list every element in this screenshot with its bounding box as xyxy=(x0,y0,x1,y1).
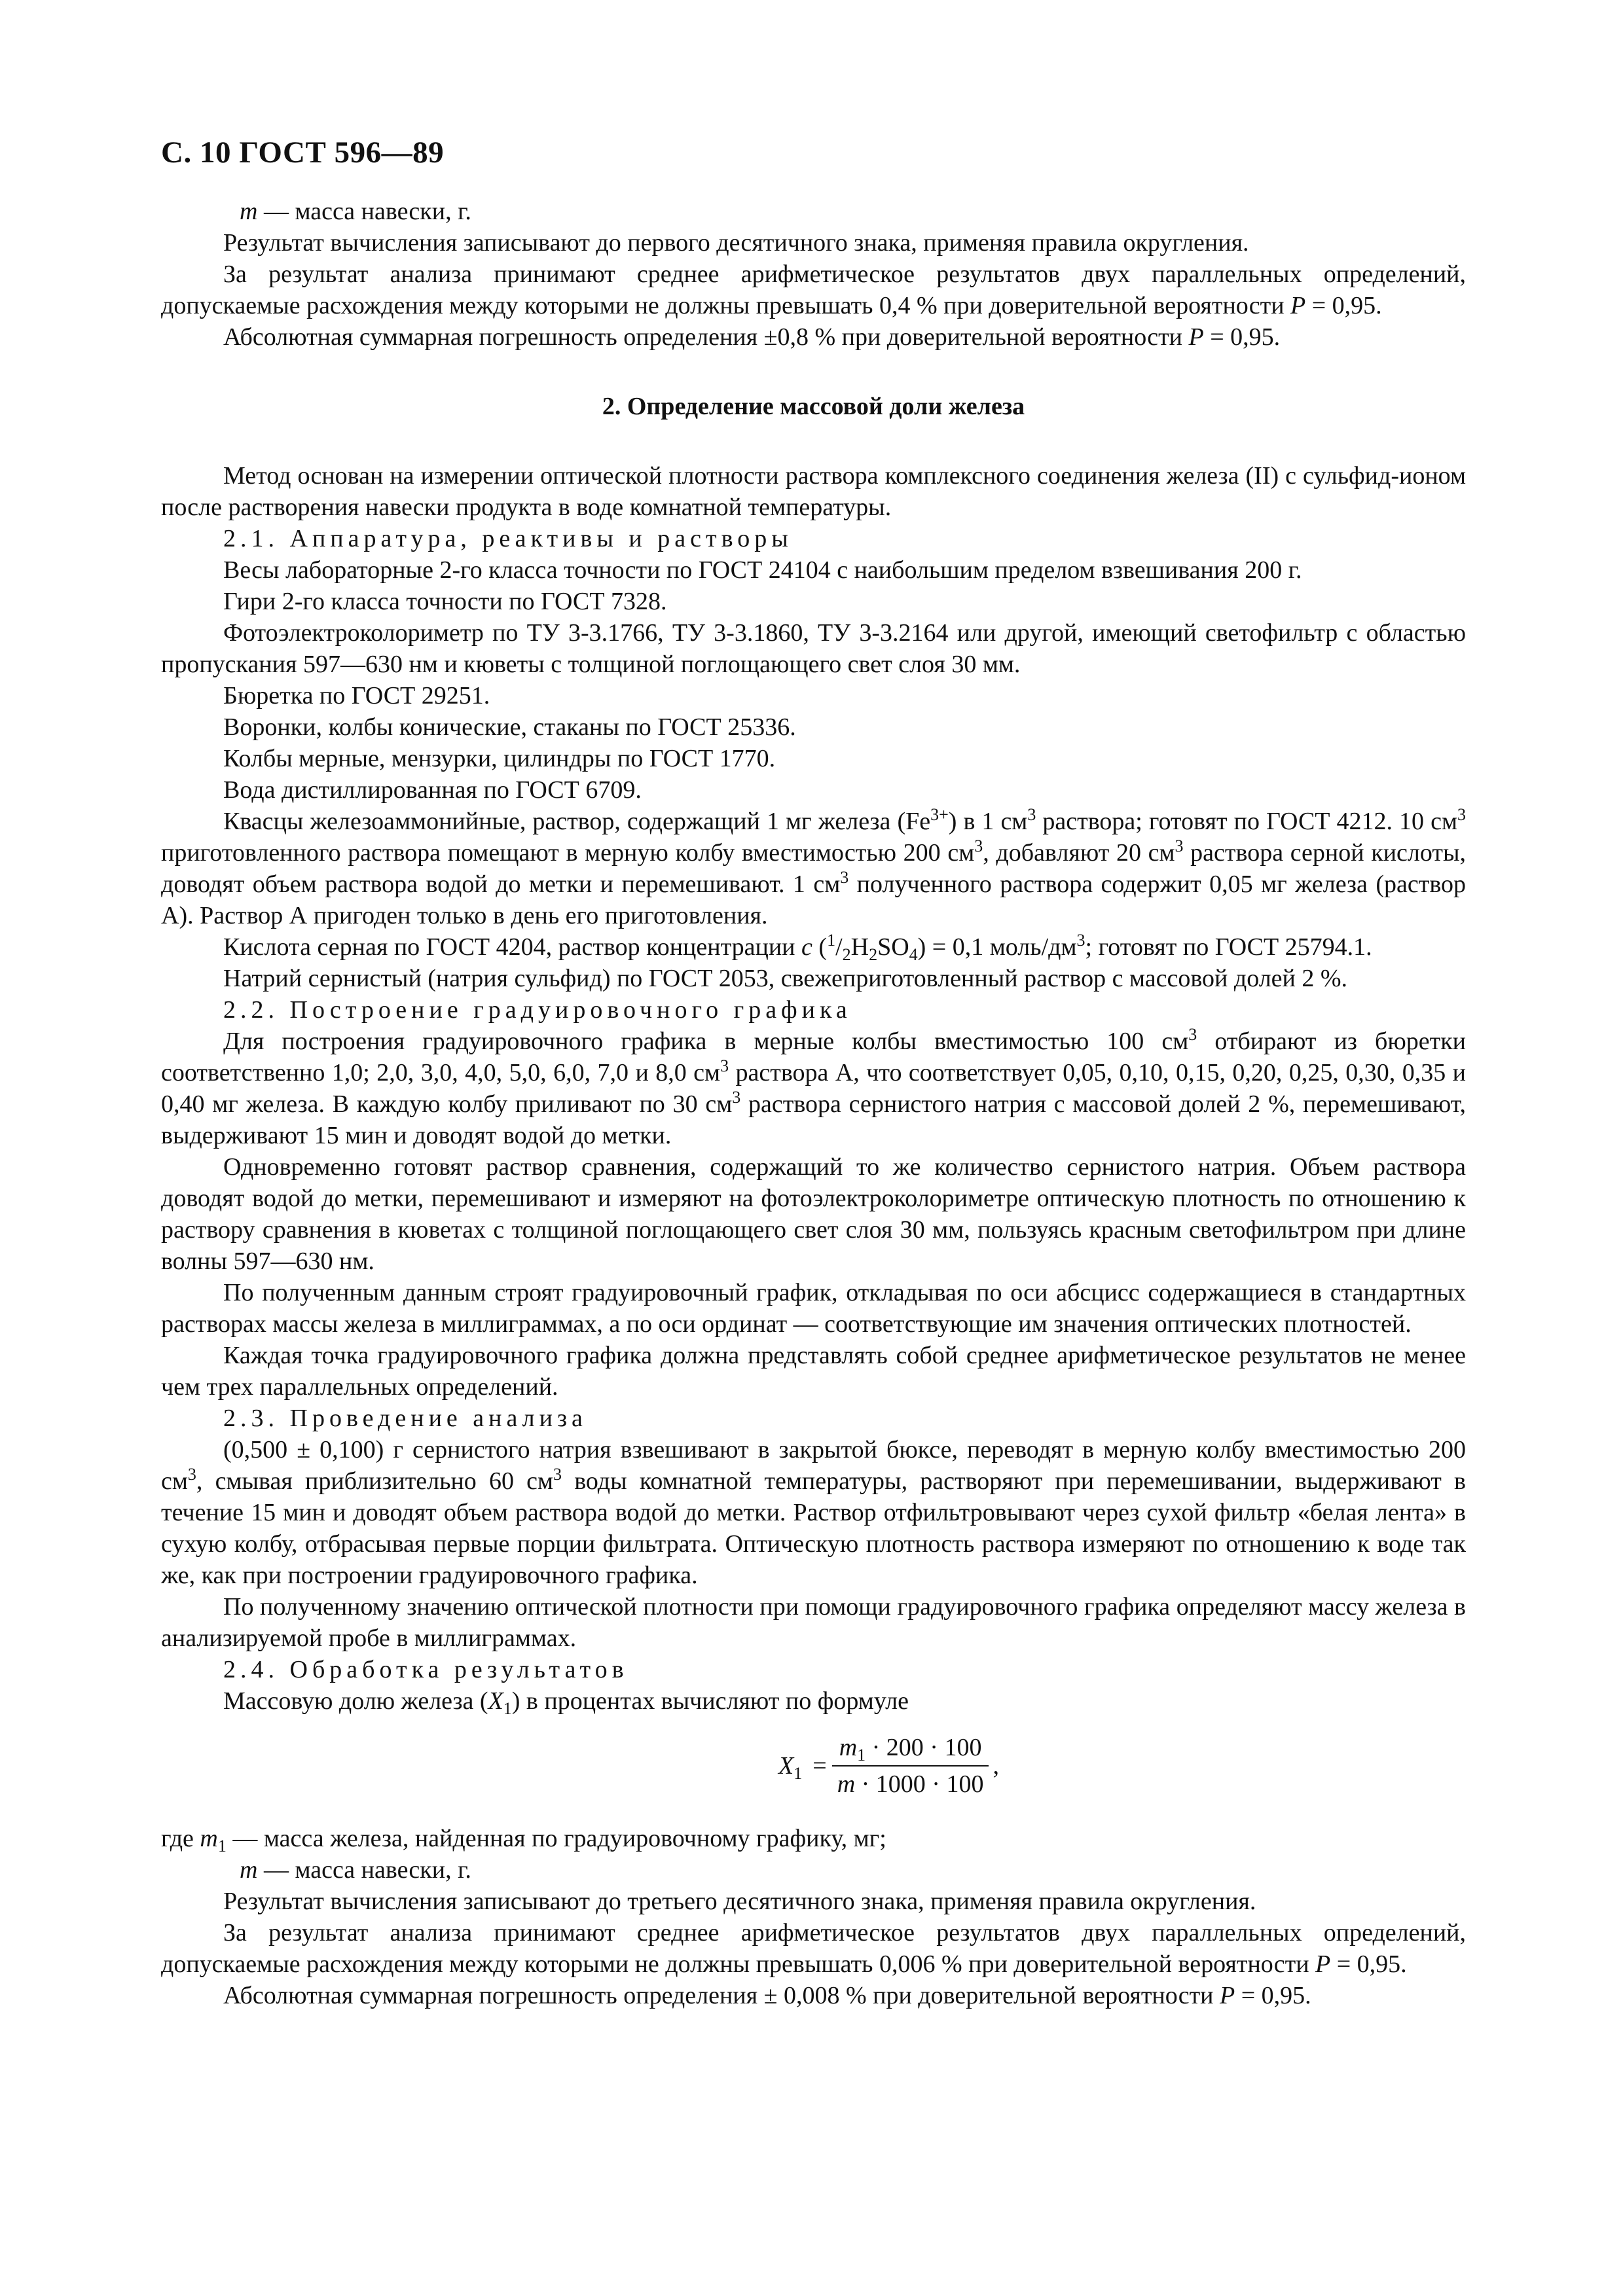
page-header: С. 10 ГОСТ 596—89 xyxy=(161,135,445,170)
method-paragraph: Метод основан на измерении оптической плотности раствора комплексного соединения железа (II) с сульфид-ионом после растворения навески продукта в воде комнатной температуры. xyxy=(161,462,1466,521)
section-title: 2. Определение массовой доли железа xyxy=(602,393,1025,420)
final-result-rule: За результат анализа принимают среднее арифметическое результатов двух параллельных определений, допускаемые расхождения между которыми не должны превышать 0,006 % при доверительной вероятности P = 0,95. xyxy=(161,1919,1466,1978)
calibration-paragraph-4: Каждая точка градуировочного графика должна представлять собой среднее арифметическое результатов не менее чем трех параллельных определений. xyxy=(161,1342,1466,1401)
formula-numerator: $m_1 \cdot 200 \cdot 100$ xyxy=(839,1734,982,1765)
subsection-heading-2-4: 2.4. Обработка результатов xyxy=(223,1656,629,1683)
result-rule: За результат анализа принимают среднее арифметическое результатов двух параллельных определений, допускаемые расхождения между которыми не должны превышать 0,4 % при доверительной вероятности P = 0,95. xyxy=(161,260,1466,319)
reagent-water: Вода дистиллированная по ГОСТ 6709. xyxy=(223,776,642,804)
reagent-alum: Квасцы железоаммонийные, раствор, содержащий 1 мг железа $(Fe^{3+})$ в 1 $см^3$ раствора; готовят по ГОСТ 4212. 10 $см^3$ приготовленного раствора помещают в мерную колбу вместимостью 200 $см^3$, добавляют 20 $см^3$ раствора серной кислоты, доводят объем раствора водой до метки и перемешивают. 1 $см^3$ полученного раствора содержит 0,05 мг железа (раствор А). Раствор А пригоден только в день его приготовления. xyxy=(161,805,1467,929)
reagent-sulfuric-acid: Кислота серная по ГОСТ 4204, раствор концентрации c $(^1/_2H_2SO_4) = 0,1$ моль/$дм^3$; готовят по ГОСТ 25794.1. xyxy=(223,931,1372,964)
where-m-definition: m — масса навески, г. xyxy=(240,1856,471,1884)
subsection-heading-2-1: 2.1. Аппаратура, реактивы и растворы xyxy=(223,525,793,552)
reagent-sodium-sulfide: Натрий сернистый (натрия сульфид) по ГОСТ 2053, свежеприготовленный раствор с массовой долей 2 %. xyxy=(223,965,1348,992)
iron-fraction-formula: $X_1$ = $\frac{m_1 \cdot 200 \cdot 100}{m \cdot 1000 \cdot 100}$ , xyxy=(778,1734,999,1798)
final-rounding-rule: Результат вычисления записывают до третьего десятичного знака, применяя правила округления. xyxy=(223,1888,1256,1915)
error-rule: Абсолютная суммарная погрешность определения ±0,8 % при доверительной вероятности P = 0,95. xyxy=(223,323,1281,351)
subsection-heading-2-2: 2.2. Построение градуировочного графика xyxy=(223,996,852,1024)
analysis-paragraph-2: По полученному значению оптической плотности при помощи градуировочного графика определяют массу железа в анализируемой пробе в миллиграммах. xyxy=(161,1593,1466,1652)
final-error-rule: Абсолютная суммарная погрешность определения ± 0,008 % при доверительной вероятности P = 0,95. xyxy=(223,1982,1311,2009)
formula-denominator: m · 1000 · 100 xyxy=(837,1770,984,1798)
where-m1-definition: где $m_1$ — масса железа, найденная по градуировочному графику, мг; xyxy=(161,1825,886,1856)
formula-equals: = xyxy=(812,1752,827,1780)
analysis-paragraph-1: (0,500 ± 0,100) г сернистого натрия взвешивают в закрытой бюксе, переводят в мерную колбу вместимостью 200 $см^3$, смывая приблизительно 60 $см^3$ воды комнатной температуры, растворяют при перемешивании, выдерживают в течение 15 мин и доводят объем раствора водой до метки. Раствор отфильтровывают через сухой фильтр «белая лента» в сухую колбу, отбрасывая первые порции фильтрата. Оптическую плотность раствора измеряют по отношению к воде так же, как при построении градуировочного графика. xyxy=(161,1436,1466,1589)
document-body xyxy=(161,196,1466,2011)
equipment-burette: Бюретка по ГОСТ 29251. xyxy=(223,682,490,709)
equipment-flasks: Колбы мерные, мензурки, цилиндры по ГОСТ 1770. xyxy=(223,745,776,772)
formula-block xyxy=(161,1732,1466,1799)
mass-definition: m — масса навески, г. xyxy=(240,198,471,225)
equipment-photocolorimeter: Фотоэлектроколориметр по ТУ 3-3.1766, ТУ 3-3.1860, ТУ 3-3.2164 или другой, имеющий светофильтр с областью пропускания 597—630 нм и кюветы с толщиной поглощающего свет слоя 30 мм. xyxy=(161,619,1466,678)
rounding-rule: Результат вычисления записывают до первого десятичного знака, применяя правила округления. xyxy=(223,229,1249,257)
calibration-paragraph-2: Одновременно готовят раствор сравнения, содержащий то же количество сернистого натрия. Объем раствора доводят водой до метки, перемешивают и измеряют на фотоэлектроколориметре оптическую плотность по отношению к раствору сравнения в кюветах с толщиной поглощающего свет слоя 30 мм, пользуясь красным светофильтром при длине волны 597—630 нм. xyxy=(161,1153,1466,1275)
calibration-paragraph-3: По полученным данным строят градуировочный график, откладывая по оси абсцисс содержащиеся в стандартных растворах массы железа в миллиграммах, а по оси ординат — соответствующие им значения оптических плотностей. xyxy=(161,1279,1466,1338)
calibration-paragraph-1: Для построения градуировочного графика в мерные колбы вместимостью 100 $см^3$ отбирают из бюретки соответственно 1,0; 2,0, 3,0, 4,0, 5,0, 6,0, 7,0 и 8,0 $см^3$ раствора А, что соответствует 0,05, 0,10, 0,15, 0,20, 0,25, 0,30, 0,35 и 0,40 мг железа. В каждую колбу приливают по 30 $см^3$ раствора сернистого натрия с массовой долей 2 %, перемешивают, выдерживают 15 мин и доводят водой до метки. xyxy=(161,1025,1467,1149)
equipment-weights: Гири 2-го класса точности по ГОСТ 7328. xyxy=(223,588,667,615)
equipment-funnels: Воронки, колбы конические, стаканы по ГОСТ 25336. xyxy=(223,713,796,741)
formula-lhs: $X_1$ xyxy=(778,1752,803,1783)
equipment-scales: Весы лабораторные 2-го класса точности по ГОСТ 24104 с наибольшим пределом взвешивания 200 г. xyxy=(223,556,1302,584)
formula-intro: Массовую долю железа $(X_1)$ в процентах вычисляют по формуле xyxy=(223,1687,909,1718)
subsection-heading-2-3: 2.3. Проведение анализа xyxy=(223,1405,587,1432)
formula-fraction xyxy=(832,1732,989,1799)
